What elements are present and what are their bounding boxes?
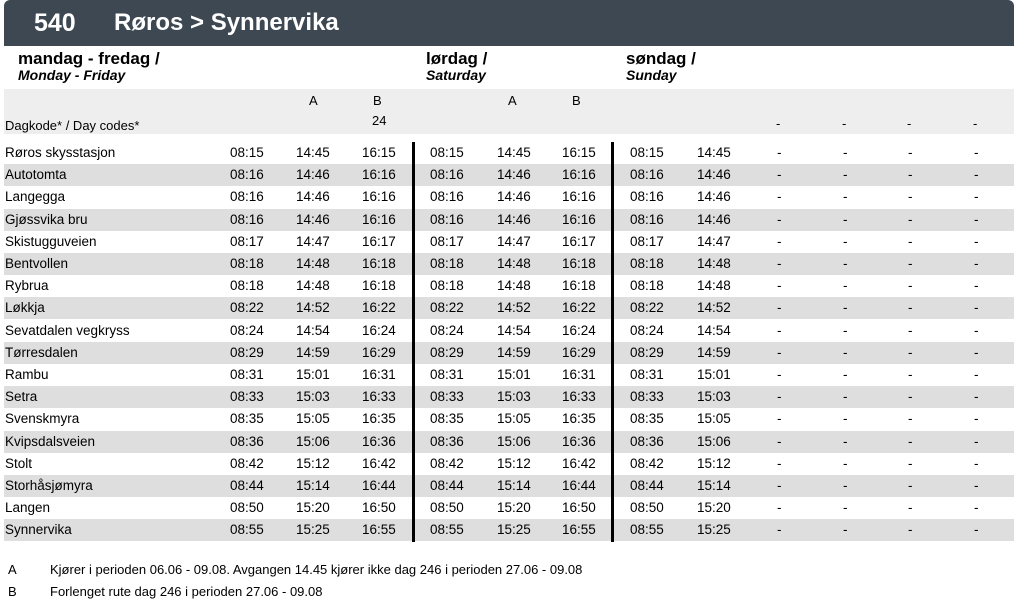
departure-time: 08:16 [230,212,264,227]
departure-time: 15:06 [697,434,731,449]
departure-time: 08:17 [230,234,264,249]
departure-time: 08:16 [230,167,264,182]
departure-time: 15:05 [296,411,330,426]
departure-time: 16:44 [562,478,596,493]
departure-time: 15:25 [697,522,731,537]
departure-time: 14:54 [296,323,330,338]
departure-time: 08:24 [230,323,264,338]
departure-time: 15:14 [697,478,731,493]
departure-time: - [843,256,848,271]
departure-time: 14:52 [296,300,330,315]
departure-time: 08:33 [430,389,464,404]
departure-time: - [908,345,913,360]
departure-time: 15:25 [296,522,330,537]
stop-name: Skistugguveien [5,234,97,249]
departure-time: 08:16 [430,167,464,182]
departure-time: - [974,411,979,426]
departure-time: 16:18 [562,256,596,271]
departure-time: 08:42 [430,456,464,471]
route-title-bar [4,0,1014,46]
route-name: Røros > Synnervika [114,9,339,36]
column-code-a: A [508,93,517,108]
departure-time: 14:46 [697,212,731,227]
departure-time: 08:24 [430,323,464,338]
departure-time: 16:35 [562,411,596,426]
departure-time: - [777,189,782,204]
departure-time: - [908,256,913,271]
departure-time: - [908,367,913,382]
weekday-saturday-divider [412,142,415,542]
departure-time: 16:36 [362,434,396,449]
departure-time: 08:16 [630,189,664,204]
departure-time: - [908,145,913,160]
departure-time: 16:31 [362,367,396,382]
departure-time: 16:24 [362,323,396,338]
departure-time: 08:55 [630,522,664,537]
departure-time: - [974,300,979,315]
departure-time: - [777,256,782,271]
departure-time: - [777,300,782,315]
departure-time: 16:16 [362,189,396,204]
departure-time: 15:12 [697,456,731,471]
departure-time: 16:31 [562,367,596,382]
departure-time: 16:16 [362,167,396,182]
departure-time: - [974,278,979,293]
departure-time: - [777,278,782,293]
departure-time: - [908,234,913,249]
departure-time: 15:12 [497,456,531,471]
departure-time: - [908,278,913,293]
column-code-b: B [572,93,581,108]
departure-time: 08:55 [430,522,464,537]
departure-time: - [908,189,913,204]
departure-time: 08:22 [230,300,264,315]
departure-time: 08:31 [630,367,664,382]
departure-time: 08:15 [430,145,464,160]
departure-time: 08:44 [430,478,464,493]
departure-time: 16:36 [562,434,596,449]
departure-time: 14:47 [697,234,731,249]
departure-time: - [974,389,979,404]
departure-time: 15:01 [697,367,731,382]
departure-time: - [974,212,979,227]
departure-time: 08:36 [630,434,664,449]
departure-time: - [974,167,979,182]
departure-time: 15:05 [697,411,731,426]
stop-name: Rybrua [5,278,49,293]
departure-time: 14:59 [497,345,531,360]
departure-time: - [843,456,848,471]
departure-time: - [843,367,848,382]
departure-time: - [843,167,848,182]
departure-time: - [908,456,913,471]
departure-time: - [843,389,848,404]
departure-time: - [908,167,913,182]
departure-time: - [974,256,979,271]
departure-time: - [777,411,782,426]
column-code-extra: 24 [372,113,387,128]
departure-time: 16:42 [562,456,596,471]
footnote-key: B [8,584,17,599]
departure-time: - [974,500,979,515]
stop-name: Løkkja [5,300,45,315]
stop-name: Langegga [5,189,66,204]
departure-time: - [777,212,782,227]
departure-time: 14:46 [497,212,531,227]
departure-time: 16:29 [362,345,396,360]
departure-time: 15:14 [296,478,330,493]
departure-time: 08:18 [430,256,464,271]
day-label-weekday [18,50,160,83]
departure-time: 08:42 [230,456,264,471]
departure-time: 08:44 [630,478,664,493]
daycode-dash: - [776,116,781,131]
departure-time: - [843,411,848,426]
departure-time: 14:46 [296,167,330,182]
departure-time: - [843,500,848,515]
day-label-nb: lørdag / [426,49,488,68]
departure-time: 16:35 [362,411,396,426]
departure-time: 08:29 [230,345,264,360]
departure-time: 08:16 [630,167,664,182]
departure-time: 08:33 [630,389,664,404]
departure-time: 14:54 [497,323,531,338]
departure-time: 08:15 [230,145,264,160]
departure-time: 15:12 [296,456,330,471]
departure-time: 08:35 [430,411,464,426]
departure-time: - [777,500,782,515]
departure-time: - [974,234,979,249]
departure-time: - [843,478,848,493]
departure-time: 16:16 [562,212,596,227]
departure-time: - [843,345,848,360]
departure-time: - [974,323,979,338]
stop-name: Autotomta [5,167,67,182]
footnote-text: Kjører i perioden 06.06 - 09.08. Avgangen 14.45 kjører ikke dag 246 i perioden 27.06 - 09.08 [50,562,583,577]
departure-time: - [908,300,913,315]
departure-time: 14:46 [497,167,531,182]
stop-name: Svenskmyra [5,411,80,426]
daycode-dash: - [842,116,847,131]
daycode-label: Dagkode* / Day codes* [5,118,140,133]
departure-time: 15:03 [697,389,731,404]
departure-time: - [843,234,848,249]
day-label-en: Saturday [426,67,486,83]
departure-time: - [777,145,782,160]
departure-time: - [908,323,913,338]
departure-time: - [908,522,913,537]
footnote-text: Forlenget rute dag 246 i perioden 27.06 - 09.08 [50,584,323,599]
departure-time: 14:45 [497,145,531,160]
departure-time: 15:03 [296,389,330,404]
day-label-saturday [426,50,487,83]
departure-time: 08:17 [630,234,664,249]
departure-time: 08:18 [230,256,264,271]
departure-time: 16:15 [562,145,596,160]
departure-time: 08:16 [630,212,664,227]
departure-time: 08:36 [430,434,464,449]
stop-name: Bentvollen [5,256,69,271]
departure-time: 08:18 [630,256,664,271]
departure-time: 14:48 [497,256,531,271]
departure-time: 15:06 [497,434,531,449]
departure-time: 08:29 [430,345,464,360]
departure-time: 16:55 [562,522,596,537]
departure-time: - [908,434,913,449]
departure-time: 08:50 [430,500,464,515]
departure-time: 08:18 [430,278,464,293]
departure-time: 15:20 [697,500,731,515]
stop-name: Stolt [5,456,33,471]
departure-time: 08:31 [230,367,264,382]
route-number: 540 [34,8,76,37]
departure-time: 14:45 [296,145,330,160]
departure-time: 15:20 [497,500,531,515]
departure-time: - [843,522,848,537]
departure-time: - [777,234,782,249]
stop-name: Setra [5,389,38,404]
departure-time: 14:52 [697,300,731,315]
departure-time: 14:47 [497,234,531,249]
departure-time: 08:16 [230,189,264,204]
departure-time: 15:25 [497,522,531,537]
departure-time: 16:17 [562,234,596,249]
departure-time: - [843,434,848,449]
departure-time: - [974,367,979,382]
column-code-a: A [309,93,318,108]
departure-time: - [908,212,913,227]
departure-time: 14:59 [296,345,330,360]
departure-time: 08:18 [630,278,664,293]
departure-time: - [777,434,782,449]
departure-time: - [843,189,848,204]
departure-time: - [777,167,782,182]
departure-time: 08:22 [630,300,664,315]
departure-time: 15:03 [497,389,531,404]
saturday-sunday-divider [611,142,614,542]
day-label-nb: mandag - fredag / [18,49,160,68]
stop-name: Storhåsjømyra [5,478,93,493]
departure-time: 08:17 [430,234,464,249]
departure-time: - [777,478,782,493]
departure-time: - [974,456,979,471]
departure-time: 14:52 [497,300,531,315]
departure-time: 14:46 [497,189,531,204]
departure-time: 14:46 [697,189,731,204]
stop-name: Kvipsdalsveien [5,434,96,449]
departure-time: 08:31 [430,367,464,382]
day-label-nb: søndag / [626,49,696,68]
stop-name: Synnervika [5,522,72,537]
departure-time: - [974,478,979,493]
departure-time: 16:24 [562,323,596,338]
departure-time: 14:45 [697,145,731,160]
departure-time: 08:35 [230,411,264,426]
departure-time: - [974,434,979,449]
departure-time: 08:16 [430,212,464,227]
departure-time: 08:50 [230,500,264,515]
departure-time: 16:44 [362,478,396,493]
departure-time: 16:50 [562,500,596,515]
departure-time: - [908,478,913,493]
footnote-key: A [8,562,17,577]
departure-time: 15:06 [296,434,330,449]
departure-time: 15:20 [296,500,330,515]
departure-time: 08:16 [430,189,464,204]
daycode-dash: - [973,116,978,131]
departure-time: 16:22 [362,300,396,315]
departure-time: 16:18 [362,256,396,271]
day-label-en: Sunday [626,67,677,83]
departure-time: 16:29 [562,345,596,360]
departure-time: 15:05 [497,411,531,426]
departure-time: - [777,323,782,338]
departure-time: 16:16 [562,167,596,182]
departure-time: 15:01 [296,367,330,382]
departure-time: 16:55 [362,522,396,537]
departure-time: 14:59 [697,345,731,360]
departure-time: 16:16 [562,189,596,204]
departure-time: 16:50 [362,500,396,515]
departure-time: - [843,145,848,160]
departure-time: 14:48 [296,256,330,271]
stop-name: Rambu [5,367,49,382]
departure-time: - [777,389,782,404]
departure-time: - [843,212,848,227]
departure-time: 08:29 [630,345,664,360]
departure-time: 16:33 [362,389,396,404]
departure-time: 14:48 [697,278,731,293]
departure-time: 14:48 [296,278,330,293]
departure-time: - [843,323,848,338]
departure-time: - [974,345,979,360]
departure-time: 08:42 [630,456,664,471]
stop-name: Røros skysstasjon [5,145,116,160]
departure-time: 08:44 [230,478,264,493]
departure-time: 16:18 [562,278,596,293]
day-label-en: Monday - Friday [18,67,126,83]
departure-time: - [777,345,782,360]
departure-time: 15:01 [497,367,531,382]
departure-time: 08:24 [630,323,664,338]
departure-time: 14:54 [697,323,731,338]
departure-time: 14:46 [296,189,330,204]
departure-time: 08:35 [630,411,664,426]
departure-time: 14:46 [697,167,731,182]
departure-time: - [908,500,913,515]
stop-name: Sevatdalen vegkryss [5,323,130,338]
departure-time: 15:14 [497,478,531,493]
departure-time: - [777,522,782,537]
stop-name: Langen [5,500,51,515]
departure-time: 16:33 [562,389,596,404]
departure-time: 14:47 [296,234,330,249]
departure-time: 14:48 [497,278,531,293]
column-code-b: B [373,93,382,108]
departure-time: - [974,189,979,204]
departure-time: 08:15 [630,145,664,160]
departure-time: 08:55 [230,522,264,537]
stop-name: Tørresdalen [5,345,78,360]
departure-time: - [777,367,782,382]
day-label-sunday [626,50,696,83]
departure-time: 16:22 [562,300,596,315]
departure-time: - [974,145,979,160]
departure-time: 08:22 [430,300,464,315]
departure-time: - [777,456,782,471]
departure-time: - [843,278,848,293]
departure-time: 08:33 [230,389,264,404]
departure-time: 08:36 [230,434,264,449]
departure-time: - [908,389,913,404]
departure-time: - [974,522,979,537]
departure-time: 16:42 [362,456,396,471]
departure-time: - [843,300,848,315]
departure-time: 16:16 [362,212,396,227]
departure-time: 16:18 [362,278,396,293]
departure-time: 14:46 [296,212,330,227]
departure-time: 16:17 [362,234,396,249]
daycode-dash: - [907,116,912,131]
stop-name: Gjøssvika bru [5,212,88,227]
departure-time: 08:18 [230,278,264,293]
departure-time: - [908,411,913,426]
departure-time: 08:50 [630,500,664,515]
departure-time: 14:48 [697,256,731,271]
departure-time: 16:15 [362,145,396,160]
